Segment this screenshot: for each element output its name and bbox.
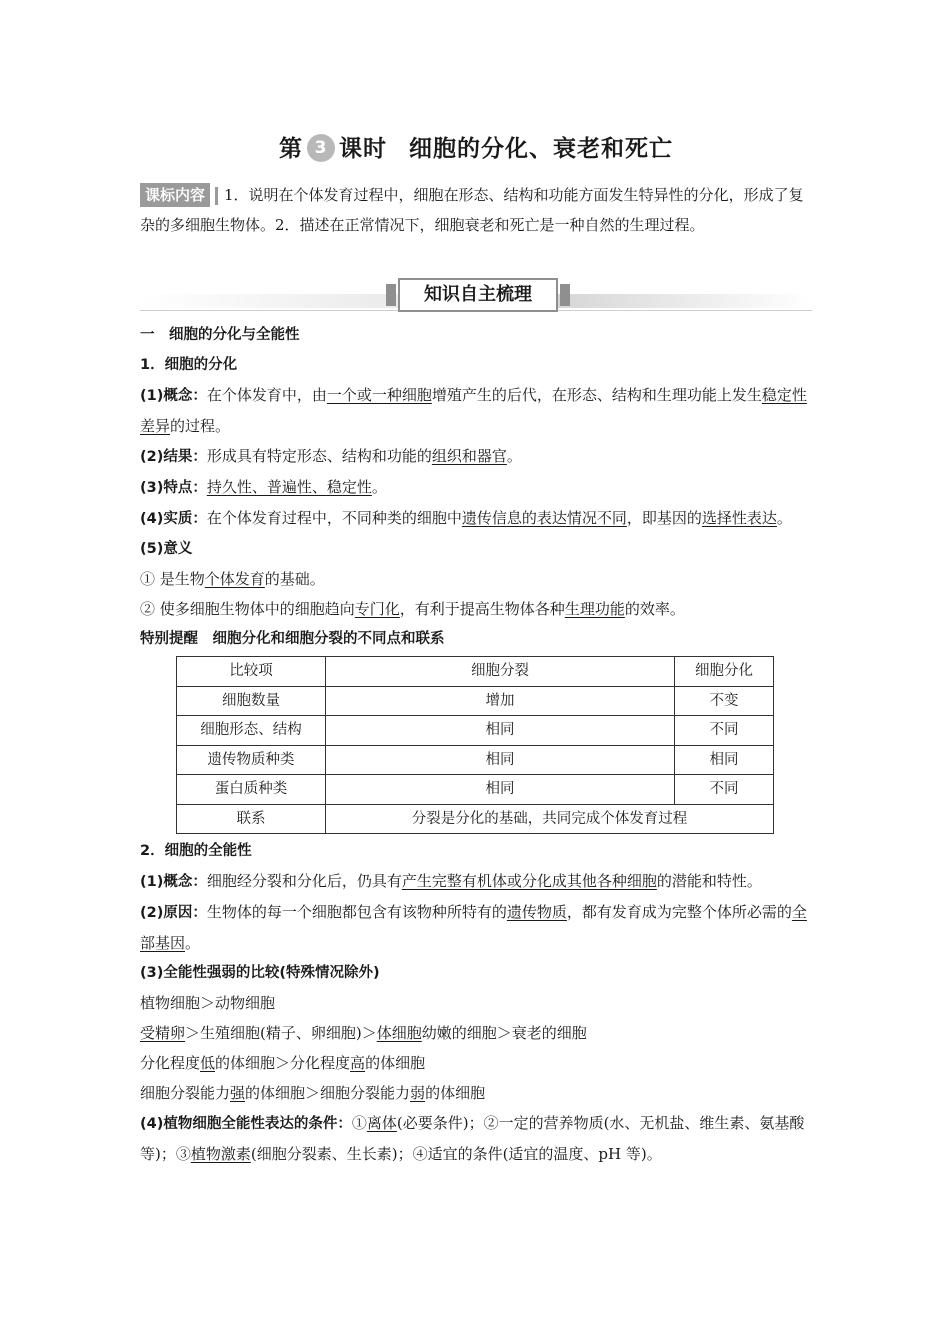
paragraph-feature: (3)特点：持久性、普遍性、稳定性。 — [140, 478, 387, 496]
table-header: 细胞分化 — [675, 657, 774, 687]
paragraph-result: (2)结果：形成具有特定形态、结构和功能的组织和器官。 — [140, 447, 522, 465]
table-cell: 相同 — [326, 775, 675, 805]
paragraph-reason: (2)原因：生物体的每一个细胞都包含有该物种所特有的遗传物质，都有发育成为完整个体所必需的全部基因。 — [140, 903, 807, 952]
table-cell: 联系 — [177, 804, 326, 834]
table-row — [177, 775, 774, 805]
tip-heading: 特别提醒 细胞分化和细胞分裂的不同点和联系 — [140, 631, 445, 647]
paragraph-compare-label: (3)全能性强弱的比较(特殊情况除外) — [140, 965, 380, 981]
table-cell: 蛋白质种类 — [177, 775, 326, 805]
table-cell: 相同 — [675, 745, 774, 775]
compare-line-3: 分化程度低的体细胞＞分化程度高的体细胞 — [140, 1054, 426, 1072]
title-prefix: 第 — [279, 136, 303, 162]
content-body — [140, 320, 812, 1169]
meaning-item-2: ② 使多细胞生物体中的细胞趋向专门化，有利于提高生物体各种生理功能的效率。 — [140, 600, 685, 618]
table-row-link — [177, 804, 774, 834]
table-cell: 不同 — [675, 775, 774, 805]
table-header-row — [177, 657, 774, 687]
compare-line-4: 细胞分裂能力强的体细胞＞细胞分裂能力弱的体细胞 — [140, 1084, 486, 1102]
table-row — [177, 686, 774, 716]
table-cell: 细胞数量 — [177, 686, 326, 716]
comparison-table — [176, 656, 774, 834]
table-cell: 不变 — [675, 686, 774, 716]
table-cell: 相同 — [326, 716, 675, 746]
lesson-number-badge: 3 — [307, 134, 335, 162]
section-banner-label: 知识自主梳理 — [398, 278, 558, 312]
section-heading: 一 细胞的分化与全能性 — [140, 327, 300, 343]
table-cell: 相同 — [326, 745, 675, 775]
paragraph-conditions: (4)植物细胞全能性表达的条件：①离体(必要条件)；②一定的营养物质(水、无机盐、维生素、氨基酸等)；③植物激素(细胞分裂素、生长素)；④适宜的条件(适宜的温度、pH 等)。 — [140, 1114, 805, 1163]
table-row — [177, 716, 774, 746]
table-cell: 细胞形态、结构 — [177, 716, 326, 746]
subheading-totipotency: 2．细胞的全能性 — [140, 843, 252, 859]
paragraph-totipotency-concept: (1)概念：细胞经分裂和分化后，仍具有产生完整有机体或分化成其他各种细胞的潜能和特性。 — [140, 872, 762, 890]
table-cell: 遗传物质种类 — [177, 745, 326, 775]
paragraph-meaning-label: (5)意义 — [140, 541, 193, 557]
paragraph-essence: (4)实质：在个体发育过程中，不同种类的细胞中遗传信息的表达情况不同，即基因的选择性表达。 — [140, 509, 792, 527]
compare-line-1: 植物细胞＞动物细胞 — [140, 994, 276, 1012]
curriculum-intro — [140, 180, 812, 240]
table-cell: 分裂是分化的基础，共同完成个体发育过程 — [326, 804, 774, 834]
title-text: 细胞的分化、衰老和死亡 — [409, 136, 673, 162]
table-cell: 增加 — [326, 686, 675, 716]
table-row — [177, 745, 774, 775]
curriculum-tag: 课标内容 — [140, 183, 210, 207]
paragraph-concept: (1)概念：在个体发育中，由一个或一种细胞增殖产生的后代，在形态、结构和生理功能上发生稳定性差异的过程。 — [140, 386, 807, 435]
table-header: 细胞分裂 — [326, 657, 675, 687]
table-cell: 不同 — [675, 716, 774, 746]
meaning-item-1: ① 是生物个体发育的基础。 — [140, 570, 325, 588]
compare-line-2: 受精卵＞生殖细胞(精子、卵细胞)＞体细胞幼嫩的细胞＞衰老的细胞 — [140, 1024, 587, 1042]
curriculum-text: 1．说明在个体发育过程中，细胞在形态、结构和功能方面发生特异性的分化，形成了复杂的多细胞生物体。2．描述在正常情况下，细胞衰老和死亡是一种自然的生理过程。 — [140, 186, 804, 234]
table-header: 比较项 — [177, 657, 326, 687]
lesson-title — [140, 130, 812, 163]
subheading-differentiation: 1．细胞的分化 — [140, 357, 238, 373]
section-banner — [140, 278, 812, 314]
title-suffix: 课时 — [339, 136, 387, 162]
